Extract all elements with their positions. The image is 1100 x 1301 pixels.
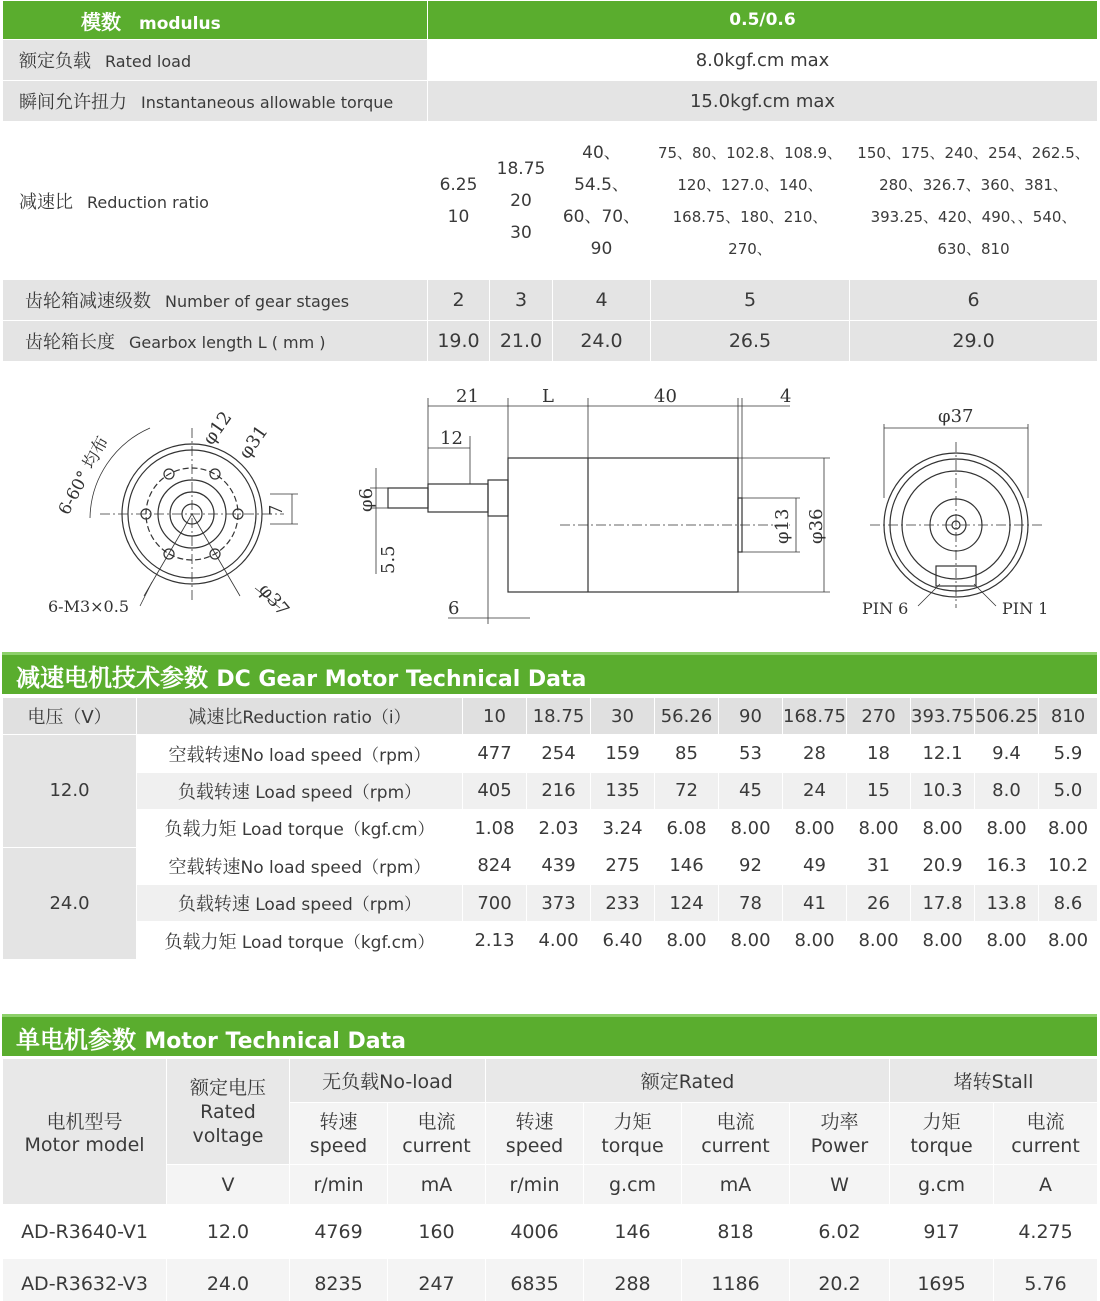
- dc-data-row: [3, 735, 1098, 772]
- motor-sub-header: 转速 speed: [290, 1103, 388, 1165]
- side-dim6-label: 6: [448, 598, 460, 619]
- ratio-group-5-stage: 75、80、102.8、108.9、 120、127.0、140、 168.75、180、210、 270、: [651, 122, 850, 280]
- dc-value-cell: 8.00: [911, 810, 975, 847]
- ratio-group-3-stage: 18.75 20 30: [490, 122, 553, 280]
- length-value: 21.0: [490, 321, 553, 362]
- dc-value-cell: 8.00: [975, 810, 1039, 847]
- motor-group-header-row: [3, 1059, 1098, 1103]
- dc-value-cell: 10.2: [1039, 847, 1098, 884]
- side-dimL-label: L: [542, 386, 554, 407]
- side-dim12-label: 12: [440, 428, 463, 449]
- motor-model-cell: AD-R3640-V1: [3, 1205, 167, 1259]
- dc-value-cell: 8.0: [975, 772, 1039, 809]
- dc-value-cell: 10.3: [911, 772, 975, 809]
- ratio-header: 减速比Reduction ratio（i）: [137, 698, 463, 735]
- side-dim21-label: 21: [456, 386, 479, 407]
- front-view-drawing: [90, 428, 298, 608]
- dc-value-cell: 124: [655, 884, 719, 921]
- dc-value-cell: 216: [527, 772, 591, 809]
- motor-value-cell: 1186: [682, 1259, 790, 1301]
- motor-unit-cell: g.cm: [584, 1165, 682, 1205]
- motor-sub-header: 功率 Power: [790, 1103, 890, 1165]
- motor-value-cell: 917: [890, 1205, 994, 1259]
- rated-load-label: 额定负载 Rated load: [3, 40, 428, 81]
- dc-value-cell: 1.08: [463, 810, 527, 847]
- motor-section-title-cn: 单电机参数: [16, 1026, 136, 1054]
- motor-value-cell: 288: [584, 1259, 682, 1301]
- motor-sub-header: 力矩 torque: [890, 1103, 994, 1165]
- rated-load-row: [3, 40, 1098, 81]
- dc-value-cell: 28: [783, 735, 847, 772]
- dc-value-cell: 49: [783, 847, 847, 884]
- motor-data-row: [3, 1259, 1098, 1301]
- dc-value-cell: 8.00: [783, 810, 847, 847]
- motor-value-cell: 4.275: [994, 1205, 1098, 1259]
- dc-value-cell: 6.40: [591, 922, 655, 959]
- dc-row-label: 负载转速 Load speed（rpm）: [137, 884, 463, 921]
- dc-value-cell: 8.00: [783, 922, 847, 959]
- gearbox-length-row: [3, 321, 1098, 362]
- motor-value-cell: 4769: [290, 1205, 388, 1259]
- dc-value-cell: 8.00: [1039, 922, 1098, 959]
- dc-value-cell: 8.00: [719, 810, 783, 847]
- dc-section-header: [2, 652, 1097, 694]
- dc-value-cell: 8.00: [847, 922, 911, 959]
- reduction-ratio-row: [3, 122, 1098, 280]
- dc-value-cell: 6.08: [655, 810, 719, 847]
- dc-section-title-cn: 减速电机技术参数: [16, 664, 208, 692]
- stage-value: 5: [651, 280, 850, 321]
- dc-data-row: [3, 884, 1098, 921]
- side-d36-label: φ36: [806, 508, 827, 544]
- gearbox-length-label: 齿轮箱长度 Gearbox length L ( mm ): [3, 321, 428, 362]
- dc-row-label: 负载转速 Load speed（rpm）: [137, 772, 463, 809]
- motor-value-cell: 5.76: [994, 1259, 1098, 1301]
- ratio-col-header: 18.75: [527, 698, 591, 735]
- side-view-drawing: [370, 398, 830, 624]
- motor-sub-header: 电流 current: [994, 1103, 1098, 1165]
- ratio-col-header: 393.75: [911, 698, 975, 735]
- motor-sub-header: 转速 speed: [486, 1103, 584, 1165]
- dc-value-cell: 18: [847, 735, 911, 772]
- drawings-svg: [0, 368, 1100, 646]
- motor-value-cell: 247: [388, 1259, 486, 1301]
- motor-value-cell: 146: [584, 1205, 682, 1259]
- motor-unit-cell: A: [994, 1165, 1098, 1205]
- modulus-row: [3, 1, 1098, 40]
- motor-voltage-cell: 12.0: [167, 1205, 290, 1259]
- side-d13-label: φ13: [772, 508, 793, 544]
- dc-value-cell: 26: [847, 884, 911, 921]
- motor-unit-cell: r/min: [486, 1165, 584, 1205]
- rated-load-value: 8.0kgf.cm max: [428, 40, 1098, 81]
- dc-value-cell: 159: [591, 735, 655, 772]
- dc-value-cell: 8.00: [847, 810, 911, 847]
- dc-value-cell: 9.4: [975, 735, 1039, 772]
- rated-group-header: 额定Rated: [486, 1059, 890, 1103]
- dc-row-label: 负载力矩 Load torque（kgf.cm）: [137, 810, 463, 847]
- dc-value-cell: 3.24: [591, 810, 655, 847]
- dc-data-row: [3, 772, 1098, 809]
- dc-value-cell: 8.00: [655, 922, 719, 959]
- pin1-label: PIN 1: [1002, 599, 1049, 618]
- stage-value: 3: [490, 280, 553, 321]
- rated-voltage-header: 额定电压 Rated voltage: [167, 1059, 290, 1165]
- dc-value-cell: 2.13: [463, 922, 527, 959]
- dc-data-row: [3, 922, 1098, 959]
- motor-unit-cell: mA: [388, 1165, 486, 1205]
- dc-value-cell: 85: [655, 735, 719, 772]
- pin6-label: PIN 6: [862, 599, 909, 618]
- dc-row-label: 负载力矩 Load torque（kgf.cm）: [137, 922, 463, 959]
- dc-value-cell: 8.6: [1039, 884, 1098, 921]
- dc-value-cell: 233: [591, 884, 655, 921]
- ratio-col-header: 270: [847, 698, 911, 735]
- dc-value-cell: 15: [847, 772, 911, 809]
- voltage-cell: 24.0: [3, 847, 137, 959]
- dc-value-cell: 78: [719, 884, 783, 921]
- dc-value-cell: 13.8: [975, 884, 1039, 921]
- motor-sub-header: 力矩 torque: [584, 1103, 682, 1165]
- dc-value-cell: 8.00: [911, 922, 975, 959]
- instant-torque-label: 瞬间允许扭力 Instantaneous allowable torque: [3, 81, 428, 122]
- motor-model-header: 电机型号 Motor model: [3, 1059, 167, 1205]
- motor-sub-header: 电流 current: [682, 1103, 790, 1165]
- dc-value-cell: 700: [463, 884, 527, 921]
- rear-d37-label: φ37: [938, 406, 974, 427]
- motor-model-cell: AD-R3632-V3: [3, 1259, 167, 1301]
- dc-row-label: 空载转速No load speed（rpm）: [137, 735, 463, 772]
- dc-value-cell: 41: [783, 884, 847, 921]
- motor-data-table: [2, 1058, 1098, 1301]
- side-d6-label: φ6: [356, 487, 377, 512]
- motor-voltage-cell: 24.0: [167, 1259, 290, 1301]
- dc-value-cell: 72: [655, 772, 719, 809]
- voltage-cell: 12.0: [3, 735, 137, 847]
- ratio-col-header: 90: [719, 698, 783, 735]
- motor-value-cell: 4006: [486, 1205, 584, 1259]
- rear-view-drawing: [870, 424, 1042, 608]
- dc-value-cell: 92: [719, 847, 783, 884]
- ratio-col-header: 56.26: [655, 698, 719, 735]
- gear-stages-row: [3, 280, 1098, 321]
- dc-value-cell: 8.00: [1039, 810, 1098, 847]
- dc-value-cell: 31: [847, 847, 911, 884]
- front-dim7-label: 7: [266, 504, 287, 516]
- motor-unit-cell: g.cm: [890, 1165, 994, 1205]
- side-dim40-label: 40: [654, 386, 677, 407]
- motor-value-cell: 20.2: [790, 1259, 890, 1301]
- front-d31-label: φ31: [234, 421, 273, 463]
- dc-value-cell: 8.00: [975, 922, 1039, 959]
- dc-section-title-en: DC Gear Motor Technical Data: [216, 667, 587, 692]
- instant-torque-row: [3, 81, 1098, 122]
- motor-unit-cell: W: [790, 1165, 890, 1205]
- stage-value: 2: [428, 280, 490, 321]
- dc-value-cell: 275: [591, 847, 655, 884]
- motor-value-cell: 1695: [890, 1259, 994, 1301]
- motor-section-title-en: Motor Technical Data: [144, 1029, 406, 1054]
- screw-spec-label: 6-M3×0.5: [48, 597, 129, 616]
- noload-group-header: 无负载No-load: [290, 1059, 486, 1103]
- dc-header-row: [3, 698, 1098, 735]
- dc-value-cell: 8.00: [719, 922, 783, 959]
- ratio-col-header: 10: [463, 698, 527, 735]
- dc-value-cell: 45: [719, 772, 783, 809]
- ratio-group-2-stage: 6.25 10: [428, 122, 490, 280]
- dc-data-row: [3, 847, 1098, 884]
- dist-angle-label: 6-60° 均布: [54, 432, 113, 519]
- gearbox-spec-table: [2, 0, 1098, 362]
- technical-drawings: [0, 368, 1100, 646]
- instant-torque-value: 15.0kgf.cm max: [428, 81, 1098, 122]
- modulus-value: 0.5/0.6: [428, 1, 1098, 40]
- front-d37-label: φ37: [254, 579, 294, 621]
- motor-value-cell: 6835: [486, 1259, 584, 1301]
- front-d12-label: φ12: [198, 407, 237, 449]
- length-value: 29.0: [850, 321, 1098, 362]
- dc-value-cell: 405: [463, 772, 527, 809]
- dc-value-cell: 20.9: [911, 847, 975, 884]
- dc-value-cell: 439: [527, 847, 591, 884]
- motor-data-row: [3, 1205, 1098, 1259]
- dc-value-cell: 135: [591, 772, 655, 809]
- stage-value: 6: [850, 280, 1098, 321]
- dc-value-cell: 24: [783, 772, 847, 809]
- dc-value-cell: 12.1: [911, 735, 975, 772]
- ratio-col-header: 30: [591, 698, 655, 735]
- ratio-col-header: 810: [1039, 698, 1098, 735]
- motor-unit-row: [3, 1165, 1098, 1205]
- dc-value-cell: 824: [463, 847, 527, 884]
- dc-value-cell: 5.0: [1039, 772, 1098, 809]
- dc-value-cell: 16.3: [975, 847, 1039, 884]
- dc-row-label: 空载转速No load speed（rpm）: [137, 847, 463, 884]
- length-value: 19.0: [428, 321, 490, 362]
- dc-value-cell: 4.00: [527, 922, 591, 959]
- stage-value: 4: [553, 280, 651, 321]
- dc-value-cell: 254: [527, 735, 591, 772]
- motor-unit-cell: mA: [682, 1165, 790, 1205]
- modulus-label: 模数 modulus: [3, 1, 428, 40]
- side-dim55-label: 5.5: [378, 545, 399, 574]
- motor-value-cell: 160: [388, 1205, 486, 1259]
- dc-data-row: [3, 810, 1098, 847]
- ratio-group-4-stage: 40、54.5、 60、70、 90: [553, 122, 651, 280]
- dc-value-cell: 2.03: [527, 810, 591, 847]
- ratio-col-header: 168.75: [783, 698, 847, 735]
- motor-value-cell: 6.02: [790, 1205, 890, 1259]
- gear-stages-label: 齿轮箱减速级数 Number of gear stages: [3, 280, 428, 321]
- stall-group-header: 堵转Stall: [890, 1059, 1098, 1103]
- length-value: 24.0: [553, 321, 651, 362]
- length-value: 26.5: [651, 321, 850, 362]
- motor-value-cell: 818: [682, 1205, 790, 1259]
- dc-value-cell: 5.9: [1039, 735, 1098, 772]
- dc-value-cell: 53: [719, 735, 783, 772]
- dc-value-cell: 477: [463, 735, 527, 772]
- motor-sub-header: 电流 current: [388, 1103, 486, 1165]
- dc-gear-motor-table: [2, 697, 1098, 960]
- side-dim4-label: 4: [780, 386, 792, 407]
- motor-value-cell: 8235: [290, 1259, 388, 1301]
- voltage-header: 电压（V）: [3, 698, 137, 735]
- dc-value-cell: 146: [655, 847, 719, 884]
- dc-value-cell: 373: [527, 884, 591, 921]
- ratio-col-header: 506.25: [975, 698, 1039, 735]
- voltage-unit: V: [167, 1165, 290, 1205]
- motor-section-header: [2, 1014, 1097, 1056]
- ratio-group-6-stage: 150、175、240、254、262.5、 280、326.7、360、381、 393.25、420、490、、540、 630、810: [850, 122, 1098, 280]
- reduction-ratio-label: 减速比 Reduction ratio: [3, 122, 428, 280]
- dc-value-cell: 17.8: [911, 884, 975, 921]
- motor-unit-cell: r/min: [290, 1165, 388, 1205]
